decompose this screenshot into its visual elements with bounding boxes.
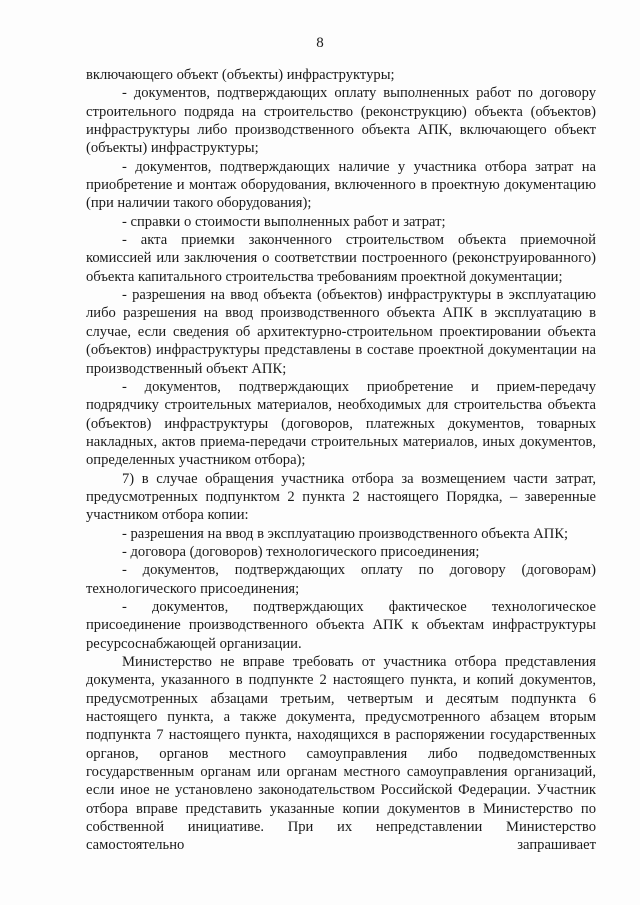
list-item-actual-connection: - документов, подтверждающих фактическое технологическое присоединение производственного объекта АПК к объектам инфраструктуры ресурсоснабжающей организации.: [86, 598, 596, 652]
paragraph-continuation: включающего объект (объекты) инфраструктуры;: [86, 67, 395, 83]
list-item-connection-payment: - документов, подтверждающих оплату по договору (договорам) технологического присоединения;: [86, 562, 596, 597]
list-item-acceptance-act: - акта приемки законченного строительством объекта приемочной комиссией или заключения о соответствии построенного (реконструированного) объекта капитального строительства требованиям проектной документации;: [86, 232, 596, 285]
list-item-cost-certificate: - справки о стоимости выполненных работ и затрат;: [122, 213, 446, 230]
list-item-commissioning-permit-apk: - разрешения на ввод в эксплуатацию производственного объекта АПК;: [122, 525, 569, 542]
list-item-payment-documents: - документов, подтверждающих оплату выполненных работ по договору строительного подряда на строительство (реконструкцию) объекта (объектов) инфраструктуры либо производственного объекта АПК, включающего объект (объекты) инфраструктуры;: [86, 85, 596, 157]
paragraph-ministry-requests: Министерство не вправе требовать от участника отбора представления документа, указанного в подпункте 2 настоящего пункта, и копий документов, предусмотренных абзацами третьим, четвертым и десятым подпункта 6 настоящего пункта, а также документа, предусмотренного абзацем вторым подпункта 7 настоящего пункта, находящихся в распоряжении государственных органов, органов местного самоуправления либо подведомственных государственным органам или органам местного самоуправления организаций, если иное не установлено законодательством Российской Федерации. Участник отбора вправе представить указанные копии документов в Министерство по собственной инициативе. При их непредставлении Министерство самостоятельно запрашивает: [86, 654, 596, 854]
document-body: [86, 66, 596, 855]
list-item-equipment-costs: - документов, подтверждающих наличие у участника отбора затрат на приобретение и монтаж оборудования, включенного в проектную документацию (при наличии такого оборудования);: [86, 158, 596, 212]
list-item-materials-documents: - документов, подтверждающих приобретение и прием-передачу подрядчику строительных материалов, необходимых для строительства объекта (объектов) инфраструктуры (договоров, платежных документов, товарных накладных, актов приема-передачи строительных материалов, иных документов, определенных участником отбора);: [86, 378, 596, 469]
page-number: 8: [316, 35, 324, 51]
subparagraph-7: 7) в случае обращения участника отбора за возмещением части затрат, предусмотренных подпунктом 2 пункта 2 настоящего Порядка, – заверенные участником отбора копии:: [86, 470, 596, 524]
list-item-commissioning-permit: - разрешения на ввод объекта (объектов) инфраструктуры в эксплуатацию либо разрешения на ввод производственного объекта АПК в эксплуатацию в случае, если сведения об архитектурно-строительном проектировании объекта (объектов) инфраструктуры представлены в составе проектной документации на производственный объект АПК;: [86, 287, 596, 377]
list-item-connection-contract: - договора (договоров) технологического присоединения;: [122, 543, 480, 560]
